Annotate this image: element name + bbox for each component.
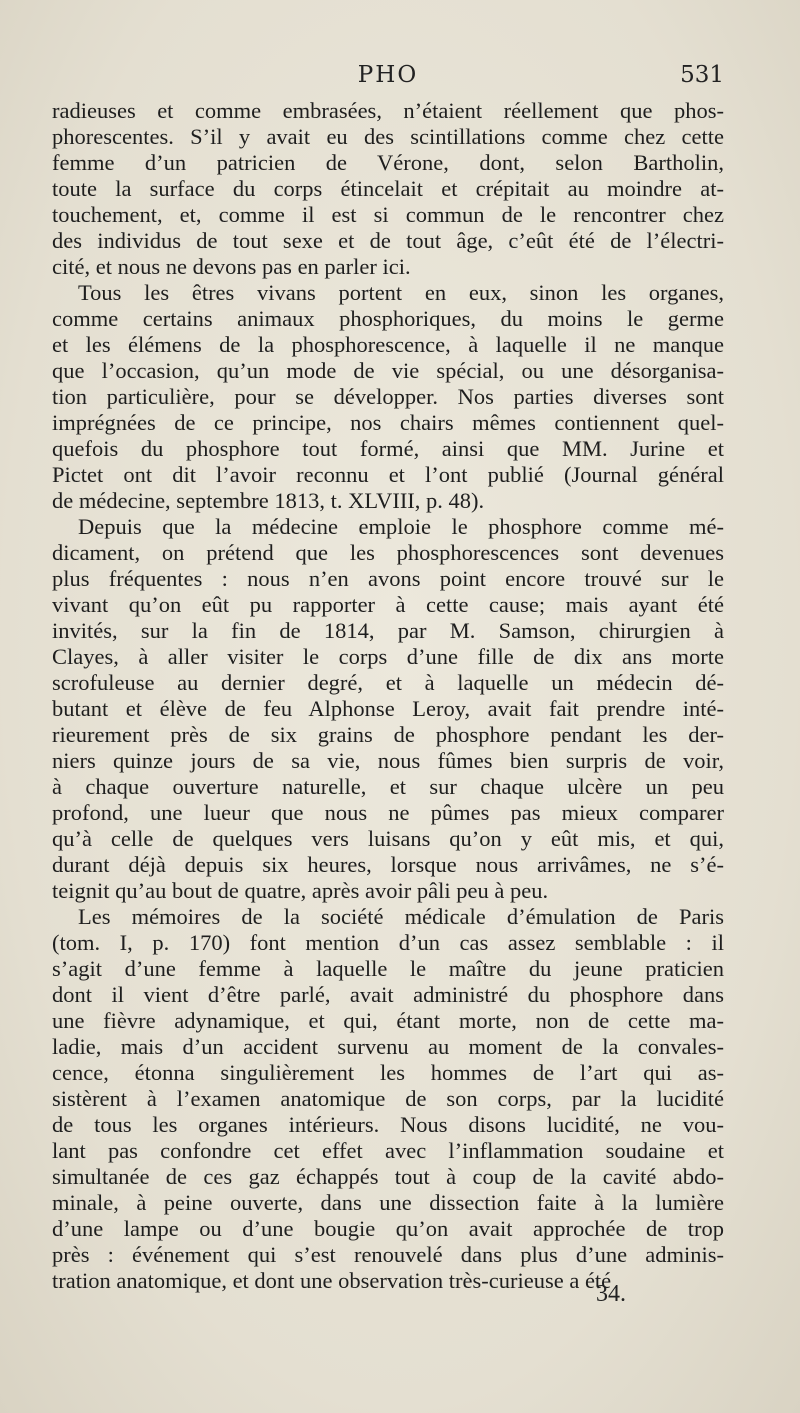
text-line: Clayes, à aller visiter le corps d’une fille de dix ans morte (52, 644, 724, 669)
text-line: près : événement qui s’est renouvelé dans plus d’une adminis- (52, 1242, 724, 1267)
text-line: cité, et nous ne devons pas en parler ici. (52, 254, 411, 279)
text-line: simultanée de ces gaz échappés tout à coup de la cavité abdo- (52, 1164, 724, 1189)
text-line: minale, à peine ouverte, dans une dissection faite à la lumière (52, 1190, 724, 1215)
signature-mark: 34. (596, 1281, 626, 1307)
text-line: phorescentes. S’il y avait eu des scintillations comme chez cette (52, 124, 724, 149)
text-line: à chaque ouverture naturelle, et sur chaque ulcère un peu (52, 774, 724, 799)
text-line: profond, une lueur que nous ne pûmes pas mieux comparer (52, 800, 724, 825)
text-line: cence, étonna singulièrement les hommes de l’art qui as- (52, 1060, 724, 1085)
text-line: que l’occasion, qu’un mode de vie spécial, ou une désorganisa- (52, 358, 724, 383)
text-line: Pictet ont dit l’avoir reconnu et l’ont publié (Journal général (52, 462, 724, 487)
text-line: dont il vient d’être parlé, avait administré du phosphore dans (52, 982, 724, 1007)
text-line: niers quinze jours de sa vie, nous fûmes bien surpris de voir, (52, 748, 724, 773)
text-line: rieurement près de six grains de phosphore pendant les der- (52, 722, 724, 747)
text-line: de tous les organes intérieurs. Nous disons lucidité, ne vou- (52, 1112, 724, 1137)
running-title: PHO (357, 62, 419, 88)
text-line: tration anatomique, et dont une observation très-curieuse a été (52, 1268, 612, 1293)
paragraph (52, 280, 724, 514)
text-line: s’agit d’une femme à laquelle le maître du jeune praticien (52, 956, 724, 981)
text-line: tion particulière, pour se développer. Nos parties diverses sont (52, 384, 724, 409)
text-line: et les élémens de la phosphorescence, à laquelle il ne manque (52, 332, 724, 357)
text-line: des individus de tout sexe et de tout âge, c’eût été de l’électri- (52, 228, 724, 253)
text-line: vivant qu’on eût pu rapporter à cette cause; mais ayant été (52, 592, 724, 617)
text-line: toute la surface du corps étincelait et crépitait au moindre at- (52, 176, 724, 201)
text-line: d’une lampe ou d’une bougie qu’on avait approchée de trop (52, 1216, 724, 1241)
text-line: butant et élève de feu Alphonse Leroy, avait fait prendre inté- (52, 696, 724, 721)
text-line: imprégnées de ce principe, nos chairs mêmes contiennent quel- (52, 410, 724, 435)
text-line: Tous les êtres vivans portent en eux, sinon les organes, (78, 280, 724, 305)
text-line: durant déjà depuis six heures, lorsque nous arrivâmes, ne s’é- (52, 852, 724, 877)
text-line: scrofuleuse au dernier degré, et à laquelle un médecin dé- (52, 670, 724, 695)
page-header (52, 62, 724, 96)
paragraph (52, 514, 724, 904)
text-line: lant pas confondre cet effet avec l’inflammation soudaine et (52, 1138, 724, 1163)
text-line: une fièvre adynamique, et qui, étant morte, non de cette ma- (52, 1008, 724, 1033)
text-line: invités, sur la fin de 1814, par M. Samson, chirurgien à (52, 618, 724, 643)
text-line: radieuses et comme embrasées, n’étaient réellement que phos- (52, 98, 724, 123)
text-line: teignit qu’au bout de quatre, après avoir pâli peu à peu. (52, 878, 549, 903)
text-line: de médecine, septembre 1813, t. XLVIII, p. 48). (52, 488, 485, 513)
page-number: 531 (680, 62, 724, 88)
text-line: femme d’un patricien de Vérone, dont, selon Bartholin, (52, 150, 724, 175)
text-line: ladie, mais d’un accident survenu au moment de la convales- (52, 1034, 724, 1059)
text-line: comme certains animaux phosphoriques, du moins le germe (52, 306, 724, 331)
text-line: quefois du phosphore tout formé, ainsi que MM. Jurine et (52, 436, 724, 461)
paragraph (52, 98, 724, 280)
text-line: Les mémoires de la société médicale d’émulation de Paris (78, 904, 724, 929)
text-line: touchement, et, comme il est si commun de le rencontrer chez (52, 202, 724, 227)
body-text (52, 98, 724, 1294)
text-line: plus fréquentes : nous n’en avons point encore trouvé sur le (52, 566, 724, 591)
text-line: (tom. I, p. 170) font mention d’un cas assez semblable : il (52, 930, 724, 955)
text-line: Depuis que la médecine emploie le phosphore comme mé- (78, 514, 724, 539)
text-line: qu’à celle de quelques vers luisans qu’on y eût mis, et qui, (52, 826, 724, 851)
paragraph (52, 904, 724, 1294)
text-line: dicament, on prétend que les phosphorescences sont devenues (52, 540, 724, 565)
text-line: sistèrent à l’examen anatomique de son corps, par la lucidité (52, 1086, 724, 1111)
